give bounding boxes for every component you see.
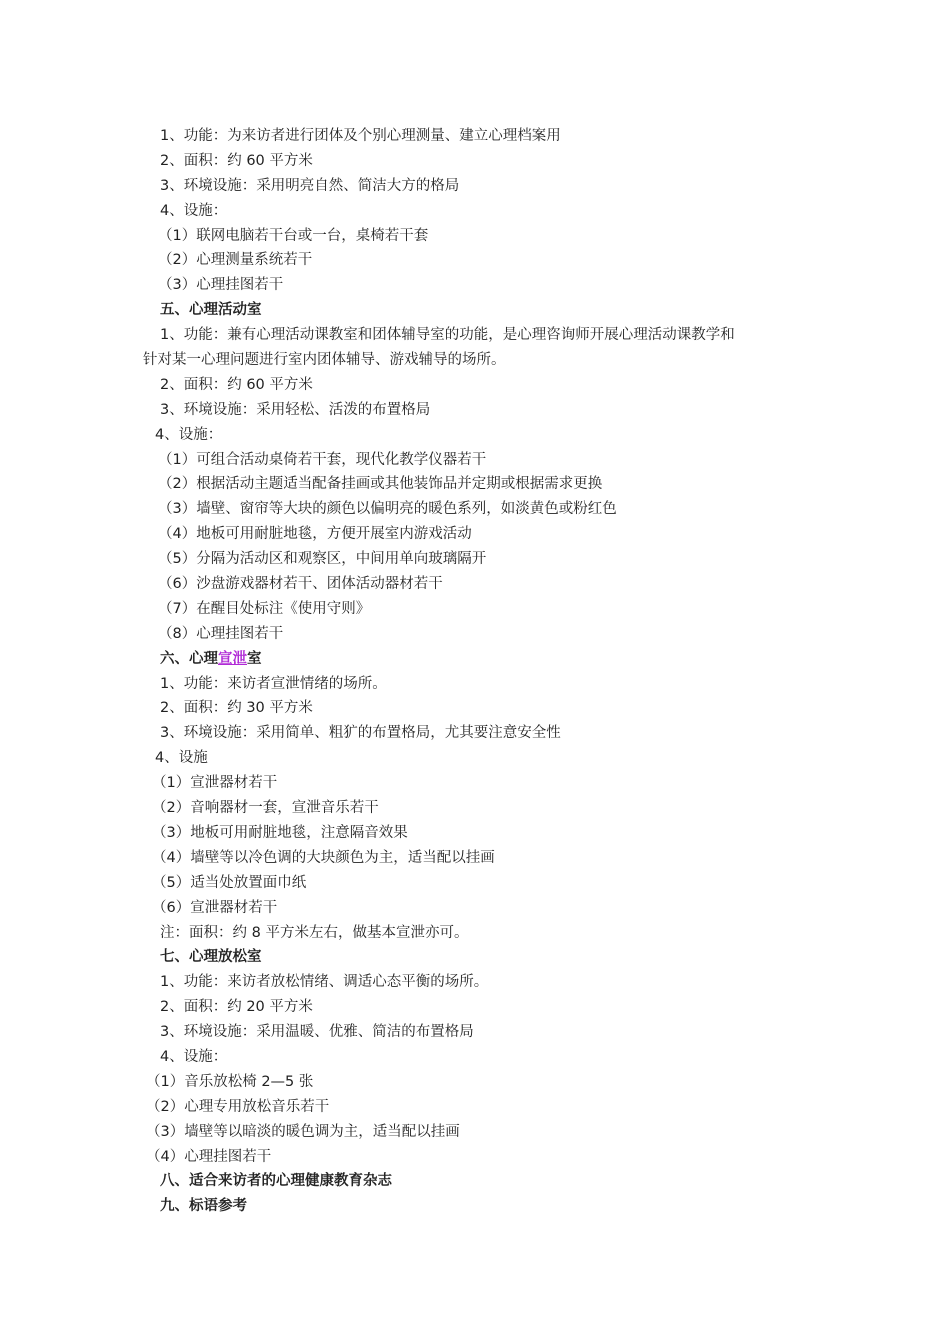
text-line — [0, 821, 950, 846]
line-text: 3、环境设施：采用简单、粗犷的布置格局，尤其要注意安全性 — [160, 725, 561, 742]
line-text: 4、设施 — [155, 750, 208, 767]
text-line — [0, 398, 950, 423]
text-line — [0, 995, 950, 1020]
text-line — [0, 1045, 950, 1070]
text-line — [0, 149, 950, 174]
line-text: （1）联网电脑若干台或一台，桌椅若干套 — [158, 227, 429, 244]
section-heading — [0, 298, 950, 323]
line-text: （5）分隔为活动区和观察区，中间用单向玻璃隔开 — [158, 551, 487, 568]
text-line — [0, 871, 950, 896]
document-body — [0, 124, 950, 1219]
text-line — [0, 622, 950, 647]
line-text: （1）音乐放松椅 2—5 张 — [146, 1073, 314, 1090]
line-text: 4、设施： — [155, 426, 223, 443]
line-text: （4）墙壁等以冷色调的大块颜色为主，适当配以挂画 — [152, 849, 495, 866]
line-text: 3、环境设施：采用明亮自然、简洁大方的格局 — [160, 177, 460, 194]
section-heading — [0, 945, 950, 970]
text-line — [0, 1120, 950, 1145]
line-text: 七、心理放松室 — [160, 949, 262, 966]
line-text: （4）地板可用耐脏地毯，方便开展室内游戏活动 — [158, 526, 472, 543]
section-heading — [0, 1194, 950, 1219]
line-text: 八、适合来访者的心理健康教育杂志 — [160, 1173, 392, 1190]
line-text: （3）地板可用耐脏地毯，注意隔音效果 — [152, 824, 408, 841]
line-text: （2）音响器材一套，宣泄音乐若干 — [152, 800, 379, 817]
line-text: 4、设施： — [160, 202, 228, 219]
line-text: （2）心理专用放松音乐若干 — [146, 1098, 330, 1115]
line-text: 注：面积：约 8 平方米左右，做基本宣泄亦可。 — [160, 924, 469, 941]
text-line — [0, 224, 950, 249]
text-line — [0, 174, 950, 199]
line-text: （5）适当处放置面巾纸 — [152, 874, 307, 891]
line-text: （6）沙盘游戏器材若干、团体活动器材若干 — [158, 576, 443, 593]
line-text: 1、功能：兼有心理活动课教室和团体辅导室的功能，是心理咨询师开展心理活动课教学和 — [160, 327, 735, 344]
line-text: （1）宣泄器材若干 — [152, 775, 278, 792]
line-text: （3）墙壁、窗帘等大块的颜色以偏明亮的暖色系列，如淡黄色或粉红色 — [158, 501, 617, 518]
text-line — [0, 1095, 950, 1120]
text-line — [0, 746, 950, 771]
line-text: （6）宣泄器材若干 — [152, 899, 278, 916]
line-text: （1）可组合活动桌倚若干套，现代化教学仪器若干 — [158, 451, 487, 468]
text-line — [0, 497, 950, 522]
line-text: （2）根据活动主题适当配备挂画或其他装饰品并定期或根据需求更换 — [158, 476, 603, 493]
line-text: 1、功能：来访者放松情绪、调适心态平衡的场所。 — [160, 974, 489, 991]
line-text: 4、设施： — [160, 1048, 228, 1065]
line-text: 2、面积：约 60 平方米 — [160, 152, 313, 169]
line-text: （4）心理挂图若干 — [146, 1148, 272, 1165]
text-line — [0, 721, 950, 746]
line-text: 九、标语参考 — [160, 1198, 247, 1215]
text-line — [0, 970, 950, 995]
heading-suffix: 室 — [247, 650, 262, 667]
text-line — [0, 323, 950, 348]
line-text: 1、功能：为来访者进行团体及个别心理测量、建立心理档案用 — [160, 128, 561, 144]
section-heading — [0, 1169, 950, 1194]
line-text: （2）心理测量系统若干 — [158, 252, 313, 269]
line-text: 1、功能：来访者宣泄情绪的场所。 — [160, 675, 387, 692]
line-text: 2、面积：约 20 平方米 — [160, 999, 313, 1016]
line-text: 3、环境设施：采用轻松、活泼的布置格局 — [160, 401, 431, 418]
text-line — [0, 572, 950, 597]
text-line — [0, 846, 950, 871]
text-line — [0, 1145, 950, 1170]
text-line-continuation — [0, 348, 950, 373]
text-line — [0, 771, 950, 796]
text-line — [0, 796, 950, 821]
text-line — [0, 273, 950, 298]
text-line — [0, 597, 950, 622]
line-text: （7）在醒目处标注《使用守则》 — [158, 600, 371, 617]
text-line — [0, 248, 950, 273]
text-line — [0, 373, 950, 398]
line-text: 2、面积：约 30 平方米 — [160, 700, 313, 717]
text-line — [0, 1070, 950, 1095]
keyword-link[interactable]: 宣泄 — [218, 650, 247, 667]
line-text: （8）心理挂图若干 — [158, 625, 284, 642]
text-line — [0, 696, 950, 721]
text-line — [0, 896, 950, 921]
section-heading — [0, 647, 950, 672]
text-line — [0, 921, 950, 946]
line-text: （3）墙壁等以暗淡的暖色调为主，适当配以挂画 — [146, 1123, 460, 1140]
text-line — [0, 199, 950, 224]
text-line — [0, 522, 950, 547]
text-line — [0, 448, 950, 473]
line-text: 2、面积：约 60 平方米 — [160, 376, 313, 393]
text-line — [0, 1020, 950, 1045]
text-line — [0, 547, 950, 572]
line-text: （3）心理挂图若干 — [158, 277, 284, 294]
text-line — [0, 472, 950, 497]
text-line — [0, 672, 950, 697]
line-text: 3、环境设施：采用温暖、优雅、简洁的布置格局 — [160, 1024, 474, 1041]
text-line — [0, 423, 950, 448]
heading-prefix: 六、心理 — [160, 650, 218, 667]
line-text: 针对某一心理问题进行室内团体辅导、游戏辅导的场所。 — [143, 352, 506, 369]
text-line — [0, 124, 950, 149]
line-text: 五、心理活动室 — [160, 302, 262, 319]
